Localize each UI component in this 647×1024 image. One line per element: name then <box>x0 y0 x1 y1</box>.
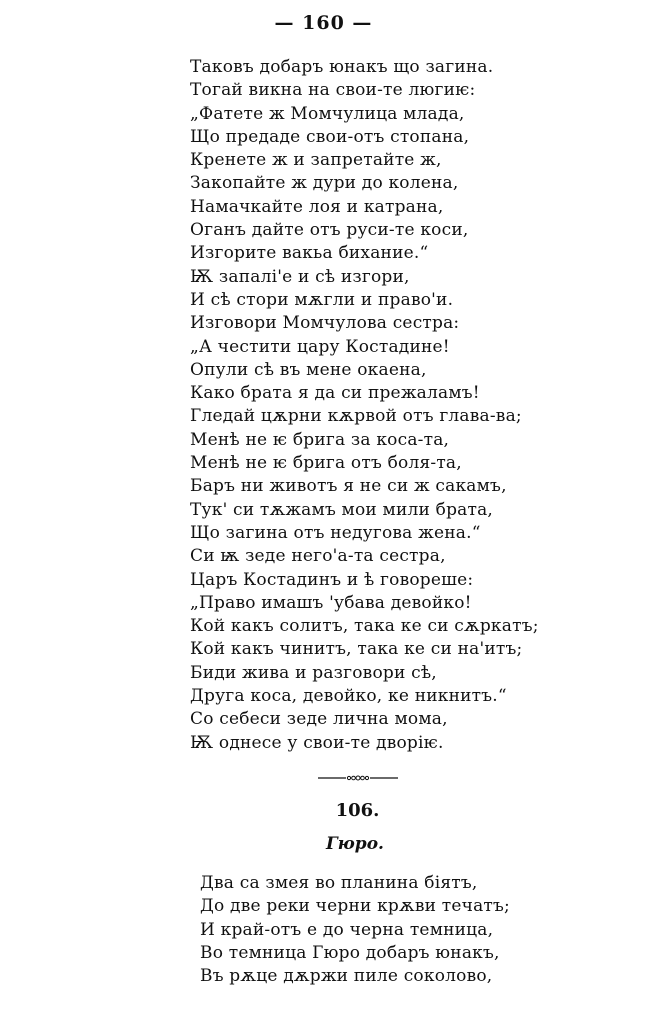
verse-line: Си ѭ зеде него'а-та сестра, <box>190 546 446 567</box>
verse-line: „Право имашъ 'убава девойко! <box>190 592 472 613</box>
verse-line: Како брата я да си прежаламъ! <box>190 383 480 404</box>
verse-line: „Фатете ж Момчулица млада, <box>190 103 465 124</box>
verse-line: Закопайте ж дури до колена, <box>190 173 459 194</box>
verse-line: Кой какъ чинитъ, така ке си на'итъ; <box>190 639 523 660</box>
verse-line: Менѣ не ѥ брига отъ боля-та, <box>190 453 462 474</box>
verse-line: И край-отъ е до черна темница, <box>200 919 494 940</box>
verse-line: И сѣ стори мѫгли и право'и. <box>190 289 454 310</box>
poem-continuation <box>190 56 620 755</box>
song-title: Гюро. <box>326 834 384 854</box>
verse-line: Изговори Момчулова сестра: <box>190 313 460 334</box>
verse-line: Два са змея во планина біятъ, <box>200 873 478 893</box>
verse-line: Таковъ добаръ юнакъ що загина. <box>190 57 494 77</box>
verse-line: Менѣ не ѥ брига за коса-та, <box>190 429 450 450</box>
song-106-verses <box>200 872 630 988</box>
verse-line: Кренете ж и запретайте ж, <box>190 150 442 171</box>
verse-line: Царъ Костадинъ и ѣ говореше: <box>190 569 474 590</box>
verse-line: Гледай цѫрни кѫрвой отъ глава-ва; <box>190 406 522 427</box>
song-number: 106. <box>335 800 380 821</box>
verse-line: Намачкайте лоя и катрана, <box>190 196 444 217</box>
verse-line: Тук' си тѫжамъ мои мили брата, <box>190 499 494 520</box>
verse-line: Що загина отъ недугова жена.“ <box>190 522 481 543</box>
verse-line: Кой какъ солитъ, така ке си сѫркатъ; <box>190 616 539 637</box>
verse-line: Друга коса, девойко, ке никнитъ.“ <box>190 686 507 707</box>
page-number: — 160 — <box>274 12 373 34</box>
verse-line: Во темница Гюро добаръ юнакъ, <box>200 942 500 963</box>
verse-line: До две реки черни крѫви течатъ; <box>200 896 510 917</box>
verse-line: Въ рѫце дѫржи пиле соколово, <box>200 966 493 987</box>
verse-line: Тогай викна на свои-те люгиѥ: <box>190 80 476 101</box>
verse-line: Оганъ дайте отъ руси-те коси, <box>190 220 469 241</box>
verse-line: Биди жива и разговори сѣ, <box>190 662 437 683</box>
verse-line: Со себеси зеде лична мома, <box>190 709 448 730</box>
verse-line: Изгорите вакьа бихание.“ <box>190 243 429 264</box>
verse-line: Що предаде свои-отъ стопана, <box>190 126 470 147</box>
verse-line: Опули сѣ въ мене окаена, <box>190 359 427 380</box>
ornament-divider <box>318 773 398 783</box>
verse-line: Ѭ однесе у свои-те дворіѥ. <box>190 732 444 753</box>
verse-line: Баръ ни животъ я не си ж сакамъ, <box>190 476 507 497</box>
verse-line: „А честити цару Костадине! <box>190 336 450 357</box>
verse-line: Ѭ запалі'е и сѣ изгори, <box>190 266 410 287</box>
